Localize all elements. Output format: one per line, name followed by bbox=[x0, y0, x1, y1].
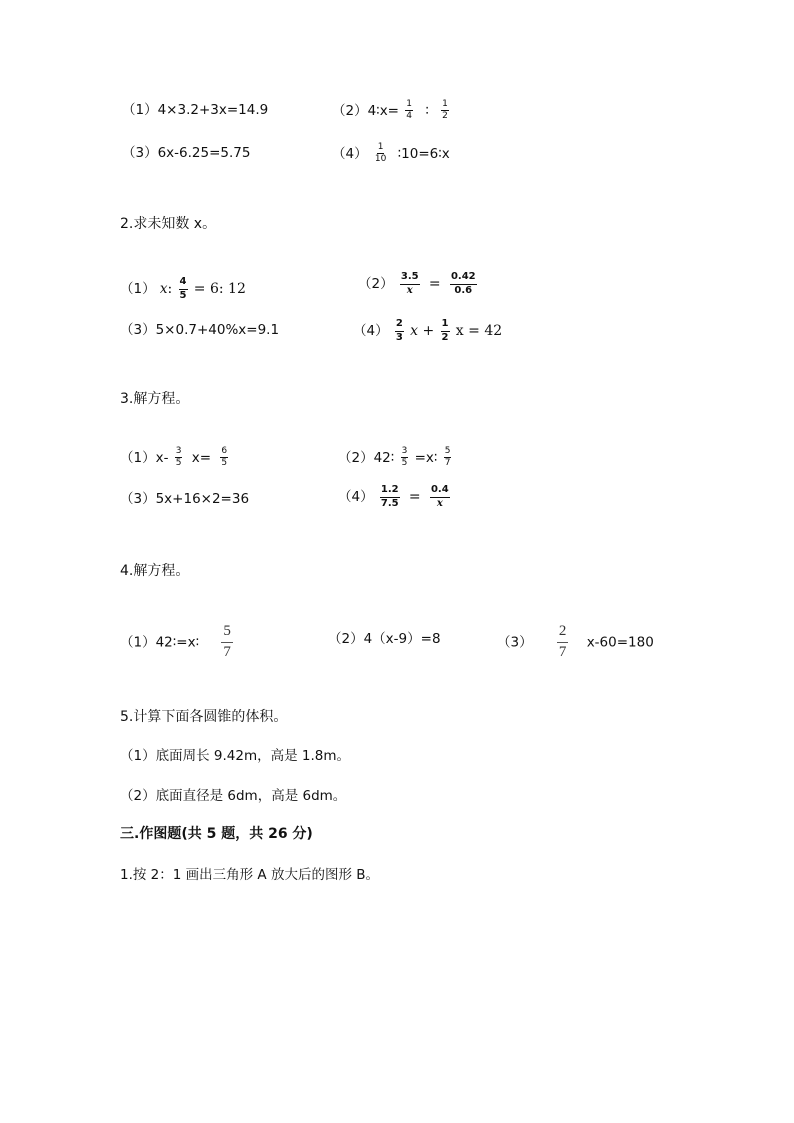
fraction: $\frac{3.5}{x}$ bbox=[400, 271, 419, 296]
question-heading: 4.解方程。 bbox=[120, 563, 190, 579]
equation-1: （1）4×3.2+3x=14.9 bbox=[122, 102, 269, 118]
equation-3: （3）5×0.7+40%x=9.1 bbox=[120, 322, 280, 338]
question-text: 1.按 2：1 画出三角形 A 放大后的图形 B。 bbox=[120, 867, 380, 883]
question-heading: 5.计算下面各圆锥的体积。 bbox=[120, 709, 288, 725]
fraction: $\frac{3}{5}$ bbox=[175, 446, 182, 469]
equation-2: （2）4（x-9）=8 bbox=[328, 631, 441, 647]
equation-1: （1） x: $\frac{4}{5}$ = 6: 12 bbox=[120, 276, 246, 301]
fraction: $\frac{3}{5}$ bbox=[401, 446, 408, 469]
fraction: $\frac{2}{3}$ bbox=[395, 318, 403, 343]
equation-3: （3） $\frac{2}{7}$ x-60=180 bbox=[497, 623, 654, 660]
fraction: $\frac{4}{5}$ bbox=[179, 276, 187, 301]
section-title: 三.作图题(共 5 题，共 26 分) bbox=[120, 826, 313, 842]
fraction: $\frac{6}{5}$ bbox=[221, 446, 228, 469]
equation-3: （3）6x-6.25=5.75 bbox=[122, 145, 251, 161]
fraction: $\frac{2}{7}$ bbox=[558, 623, 567, 660]
equation-2: （2）4∶x= $\frac{1}{4}$ ∶ $\frac{1}{2}$ bbox=[332, 99, 448, 122]
question-heading: 2.求未知数 x。 bbox=[120, 216, 217, 232]
fraction: $\frac{1}{2}$ bbox=[441, 318, 449, 343]
equation-2: （2） $\frac{3.5}{x}$ = $\frac{0.42}{0.6}$ bbox=[358, 271, 476, 296]
equation-4: （4） $\frac{2}{3}$ x + $\frac{1}{2}$ x = 42 bbox=[353, 318, 503, 343]
equation-3: （3）5x+16×2=36 bbox=[120, 491, 250, 507]
fraction: $\frac{5}{7}$ bbox=[444, 446, 451, 469]
fraction: $\frac{0.42}{0.6}$ bbox=[450, 271, 476, 296]
fraction: $\frac{0.4}{x}$ bbox=[430, 484, 449, 509]
equation-1: （1）42∶=x∶ $\frac{5}{7}$ bbox=[120, 623, 231, 660]
equation-4: （4） $\frac{1.2}{7.5}$ = $\frac{0.4}{x}$ bbox=[338, 484, 449, 509]
problem-1: （1）底面周长 9.42m，高是 1.8m。 bbox=[120, 748, 351, 764]
problem-2: （2）底面直径是 6dm，高是 6dm。 bbox=[120, 788, 347, 804]
equation-2: （2）42∶ $\frac{3}{5}$ =x∶ $\frac{5}{7}$ bbox=[338, 446, 451, 469]
fraction: $\frac{5}{7}$ bbox=[223, 623, 231, 660]
question-heading: 3.解方程。 bbox=[120, 391, 190, 407]
fraction: $\frac{1.2}{7.5}$ bbox=[380, 484, 399, 509]
equation-1: （1）x- $\frac{3}{5}$ x= $\frac{6}{5}$ bbox=[120, 446, 228, 469]
equation-4: （4） $\frac{1}{10}$ ∶10=6∶x bbox=[332, 142, 450, 165]
fraction: $\frac{1}{4}$ bbox=[406, 99, 413, 122]
fraction: $\frac{1}{2}$ bbox=[442, 99, 448, 122]
fraction: $\frac{1}{10}$ bbox=[374, 142, 387, 165]
